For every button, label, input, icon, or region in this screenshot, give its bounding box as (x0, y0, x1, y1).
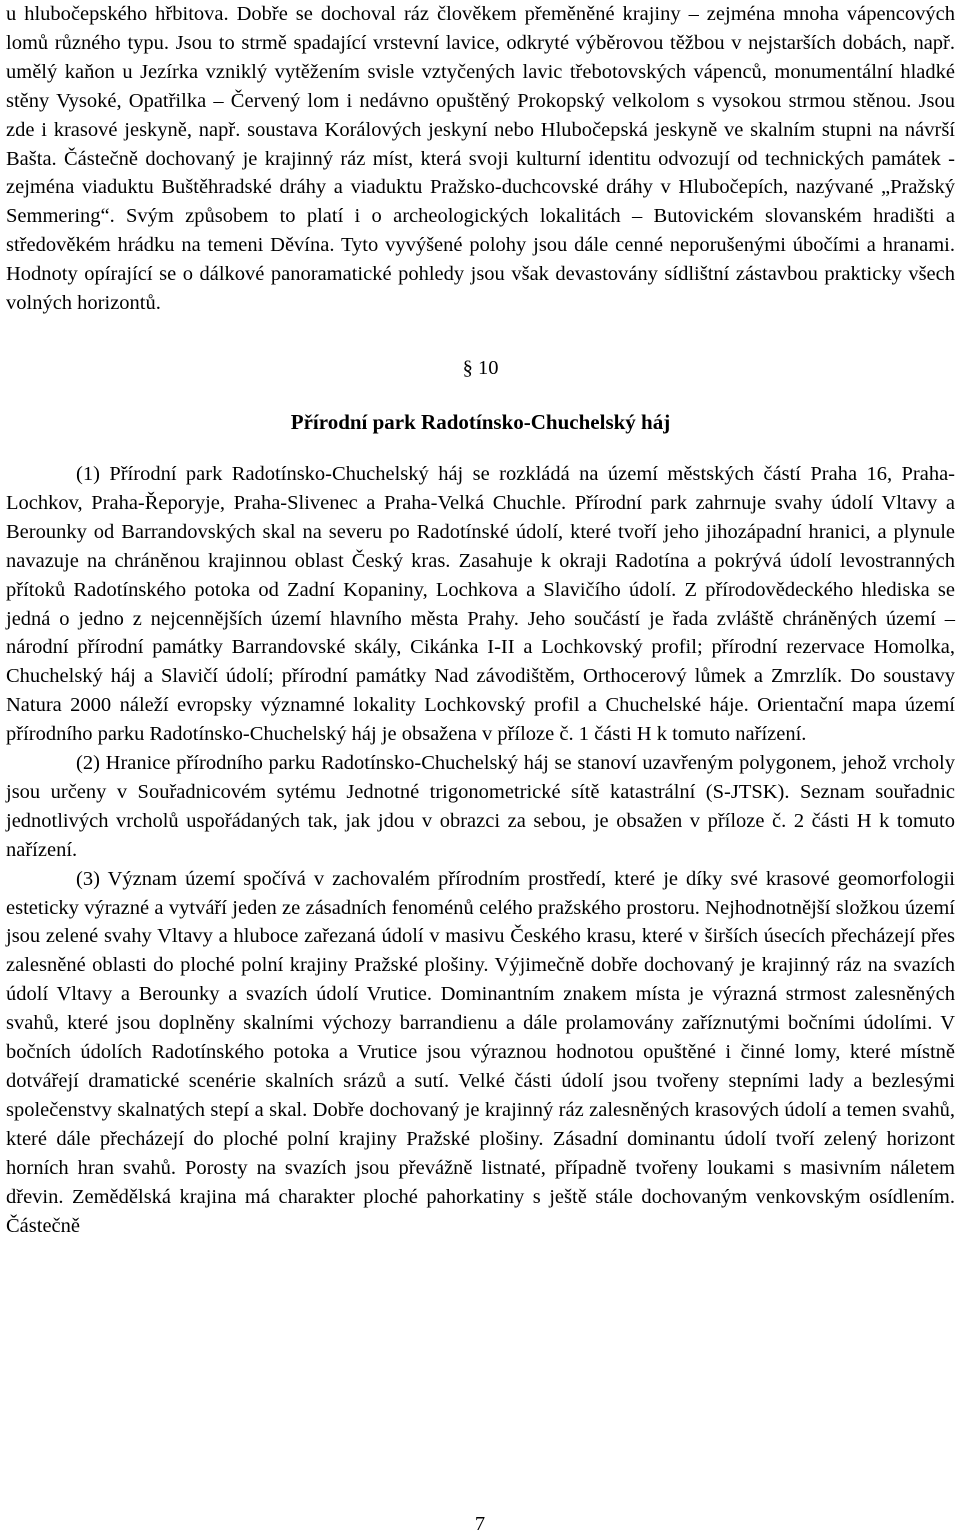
section-number: § 10 (462, 356, 499, 379)
paragraph-2: (2) Hranice přírodního parku Radotínsko-Chuchelský háj se stanoví uzavřeným polygonem, jehož vrcholy jsou určeny v Souřadnicovém sytému Jednotné trigonometrické sítě katastrální (S-JTSK). Seznam souřadnic jednotlivých vrcholů uspořádaných tak, jak jdou v obrazci za sebou, je obsažen v příloze č. 2 části H k tomuto nařízení. (6, 752, 955, 861)
page-number: 7 (474, 1513, 486, 1535)
paragraph-3: (3) Význam území spočívá v zachovalém přírodním prostředí, které je díky své krasové geomorfologii esteticky výrazné a vytváří jeden ze zásadních fenoménů celého pražského prostoru. Nejhodnotnější složkou území jsou zelené svahy Vltavy a hluboce zařezaná údolí v masivu Českého krasu, které v širších úsecích přecházejí přes zalesněné oblasti do ploché polní krajiny Pražské plošiny. Výjimečně dobře dochovaný je krajinný ráz na svazích údolí Vltavy a Berounky a svazích údolí Vrutice. Dominantním znakem místa je výrazná strmost zalesněných svahů, které jsou doplněny skalními výchozy barrandienu a dále prolamovány zaříznutými bočními údolími. V bočních údolích Radotínského potoka a Vrutice jsou výraznou hodnotou opuštěné i činné lomy, které místně dotvářejí dramatické scenérie skalních srázů a sutí. Velké části údolí jsou tvořeny stepními lady a bezlesými společenstvy skalnatých stepí a skal. Dobře dochovaný je krajinný ráz zalesněných krasových údolí a temen svahů, které dále přecházejí do ploché polní krajiny Pražské plošiny. Zásadní dominantu údolí tvoří zelený horizont horních hran svahů. Porosty na svazích jsou převážně listnaté, případně tvořeny loukami s masivním náletem dřevin. Zemědělská krajina má charakter ploché pahorkatiny s ještě stále dochovaným venkovským osídlením. Částečně (6, 867, 955, 1237)
paragraph-1: (1) Přírodní park Radotínsko-Chuchelský háj se rozkládá na území městských částí Praha 16, Praha-Lochkov, Praha-Řeporyje, Praha-Slivenec a Praha-Velká Chuchle. Přírodní park zahrnuje svahy údolí Vltavy a Berounky od Barrandovských skal na severu po Radotínské údolí, které tvoří jeho jihozápadní hranici, a plynule navazuje na chráněnou krajinnou oblast Český kras. Zasahuje k okraji Radotína a pokrývá údolí levostranných přítoků Radotínského potoka od Zadní Kopaniny, Lochkova a Slavičího údolí. Z přírodovědeckého hlediska se jedná o jedno z nejcennějších území hlavního města Prahy. Jeho součástí je řada zvláště chráněných území – národní přírodní památky Barrandovské skály, Cikánka I-II a Lochkovský profil; přírodní rezervace Homolka, Chuchelský háj a Slavičí údolí; přírodní památky Nad závodištěm, Orthocerový lůmek a Zmrzlík. Do soustavy Natura 2000 náleží evropsky významné lokality Lochkovský profil a Chuchelské háje. Orientační mapa území přírodního parku Radotínsko-Chuchelský háj je obsažena v příloze č. 1 části H k tomuto nařízení. (6, 462, 955, 746)
section-title: Přírodní park Radotínsko-Chuchelský háj (290, 409, 671, 434)
document-page (6, 0, 955, 1240)
paragraph-continued: u hlubočepského hřbitova. Dobře se dochoval ráz člověkem přeměněné krajiny – zejména mnoha vápencových lomů různého typu. Jsou to strmě spadající vrstevní lavice, odkryté výběrovou těžbou v nejstarších dobách, např. umělý kaňon u Jezírka vzniklý vytěžením svisle vztyčených lavic třebotovských vápenců, monumentální hladké stěny Vysoké, Opatřilka – Červený lom i nedávno opuštěný Prokopský velkolom s vysokou strmou stěnou. Jsou zde i krasové jeskyně, např. soustava Korálových jeskyní nebo Hlubočepská jeskyně ve skalním stupni na návrší Bašta. Částečně dochovaný je krajinný ráz míst, která svoji kulturní identitu odvozují od technických památek - zejména viaduktu Buštěhradské dráhy a viaduktu Pražsko-duchcovské dráhy v Hlubočepích, nazývané „Pražský Semmering“. Svým způsobem to platí i o archeologických lokalitách – Butovickém slovanském hradišti a středověkém hrádku na temeni Děvína. Tyto vyvýšené polohy jsou dále cenné neporušenými úbočími a hranami. Hodnoty opírající se o dálkové panoramatické pohledy jsou však devastovány sídlištní zástavbou prakticky všech volných horizontů. (6, 3, 955, 315)
